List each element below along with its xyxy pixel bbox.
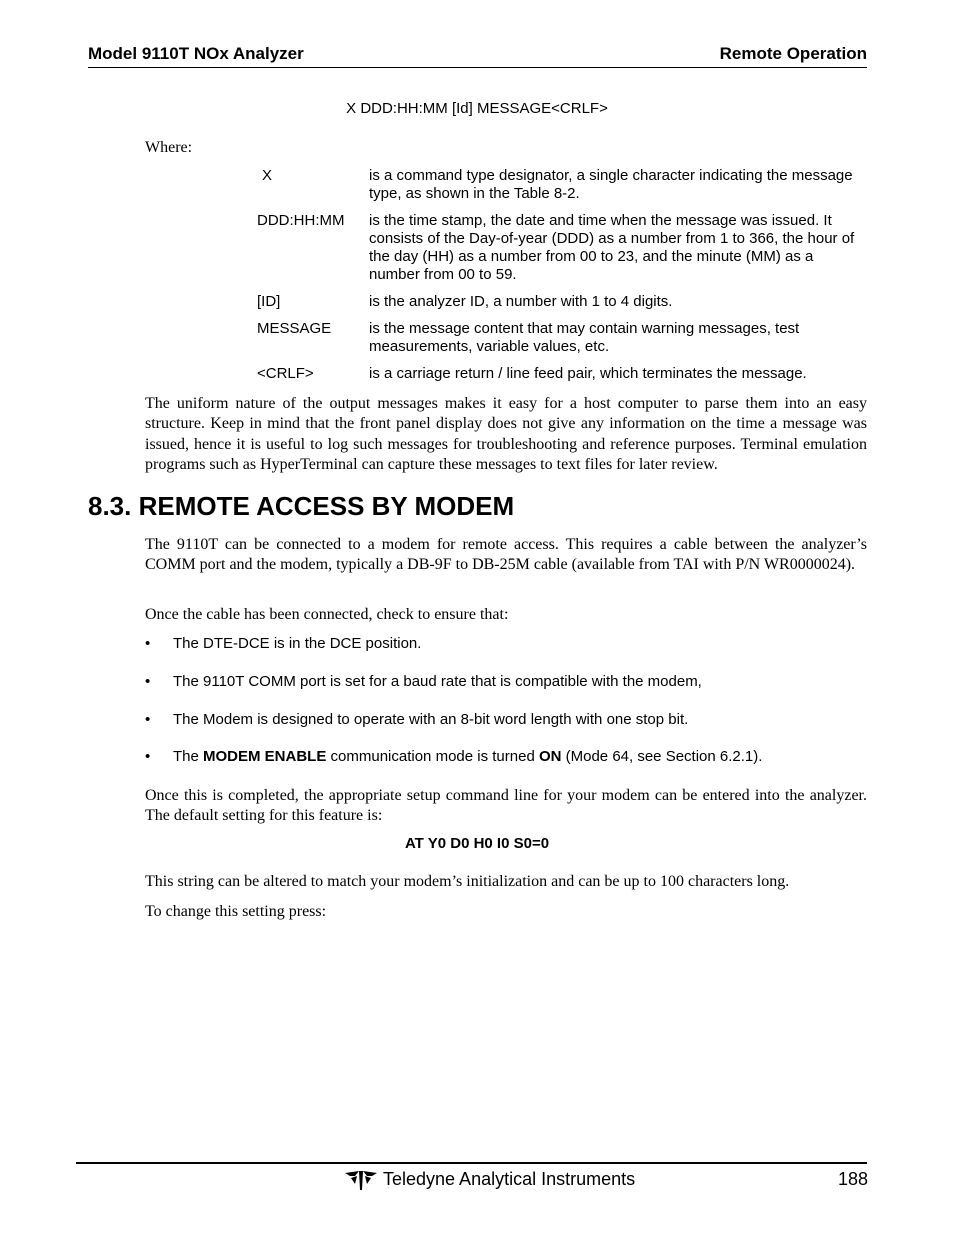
paragraph-cable-check: Once the cable has been connected, check to ensure that: bbox=[145, 606, 509, 623]
on-label: ON bbox=[538, 748, 562, 765]
bullet-icon: • bbox=[145, 635, 151, 652]
paragraph-setup-command: Once this is completed, the appropriate setup command line for your modem can be entered into the analyzer. The default setting for this feature is: bbox=[145, 787, 867, 825]
footer-company: Teledyne Analytical Instruments bbox=[383, 1169, 636, 1189]
definition-term: X bbox=[262, 167, 273, 184]
bullet-icon: • bbox=[145, 673, 151, 690]
definition-desc: is the analyzer ID, a number with 1 to 4 digits. bbox=[369, 293, 673, 310]
where-label: Where: bbox=[145, 139, 193, 156]
definition-list bbox=[257, 167, 867, 392]
definition-term: <CRLF> bbox=[257, 365, 314, 382]
list-item-text: The MODEM ENABLE communication mode is turned ON (Mode 64, see Section 6.2.1). bbox=[173, 748, 763, 765]
paragraph-uniform-output: The uniform nature of the output messages makes it easy for a host computer to parse them into an easy structure. Keep in mind that the front panel display does not give any information on the time a message was issued, hence it is useful to log such messages for troubleshooting and reference purposes. Terminal emulation programs such as HyperTerminal can capture these messages to text files for later review. bbox=[145, 395, 867, 473]
definition-desc: is the message content that may contain warning messages, test measurements, variable values, etc. bbox=[369, 320, 800, 355]
list-item-text: The 9110T COMM port is set for a baud rate that is compatible with the modem, bbox=[173, 673, 702, 690]
definition-row bbox=[257, 365, 867, 383]
page-number: 188 bbox=[838, 1169, 869, 1189]
definition-term: [ID] bbox=[257, 293, 281, 310]
default-command-line: AT Y0 D0 H0 I0 S0=0 bbox=[404, 835, 550, 852]
definition-row bbox=[257, 212, 867, 284]
bullet-icon: • bbox=[145, 748, 151, 765]
definition-desc: is a carriage return / line feed pair, which terminates the message. bbox=[369, 365, 807, 382]
definition-desc: is a command type designator, a single character indicating the message type, as shown in the Table 8-2. bbox=[369, 167, 853, 202]
footer-rule bbox=[76, 1162, 867, 1164]
definition-row bbox=[257, 293, 867, 311]
paragraph-modem-connection: The 9110T can be connected to a modem for remote access. This requires a cable between the analyzer’s COMM port and the modem, typically a DB-9F to DB-25M cable (available from TAI with P/N WR0000024). bbox=[145, 536, 867, 574]
message-format-line: X DDD:HH:MM [Id] MESSAGE<CRLF> bbox=[346, 100, 608, 117]
bullet-icon: • bbox=[145, 711, 151, 728]
definition-term: MESSAGE bbox=[257, 320, 332, 337]
header-section: Remote Operation bbox=[719, 44, 867, 63]
paragraph-change-setting: To change this setting press: bbox=[145, 903, 327, 920]
section-title: 8.3. REMOTE ACCESS BY MODEM bbox=[88, 491, 515, 521]
definition-desc: is the time stamp, the date and time when the message was issued. It consists of the Day-of-year (DDD) as a number from 1 to 366, the hour of the day (HH) as a number from 00 to 23, and the minute (MM) as a number from 00 to 59. bbox=[369, 212, 855, 283]
header-title: Model 9110T NOx Analyzer bbox=[88, 44, 304, 63]
teledyne-logo-icon bbox=[344, 1169, 378, 1191]
list-item-text: The DTE-DCE is in the DCE position. bbox=[173, 635, 422, 652]
definition-row bbox=[257, 320, 867, 356]
list-item-text: The Modem is designed to operate with an 8-bit word length with one stop bit. bbox=[173, 711, 689, 728]
definition-row bbox=[257, 167, 867, 203]
modem-enable-label: MODEM ENABLE bbox=[203, 748, 327, 765]
definition-term: DDD:HH:MM bbox=[257, 212, 345, 229]
header-rule bbox=[88, 67, 867, 68]
paragraph-string-info: This string can be altered to match your modem’s initialization and can be up to 100 characters long. bbox=[145, 873, 790, 890]
